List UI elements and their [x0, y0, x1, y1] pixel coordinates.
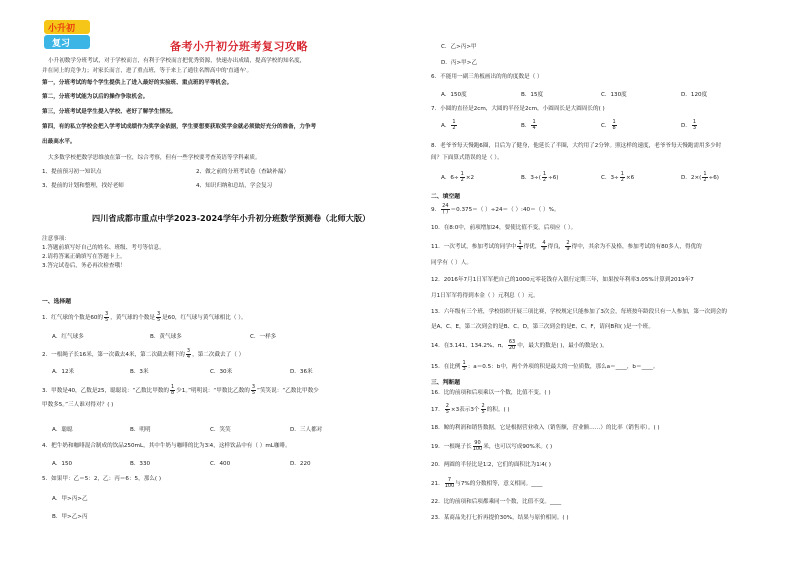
q4-option-c: C．400	[210, 461, 231, 467]
question-12-line-2: 月1日军军将得到本金（ ）元利息（ ）元。	[431, 293, 539, 299]
brand-logo	[42, 16, 92, 52]
q6-option-d: D．120度	[681, 92, 708, 98]
q2-option-d: D．36米	[290, 369, 313, 375]
question-20: 20．两圆的半径比是1∶2，它们的面积比为1∶4( )	[431, 462, 551, 468]
exam-title: 四川省成都市重点中学2023-2024学年小升初分班数学预测卷（北师大版）	[92, 213, 371, 223]
q6-option-b: B．15度	[521, 92, 544, 98]
q7-option-a: A． $\frac{1}{2}$	[441, 119, 456, 131]
logo-text-2: 复习	[52, 39, 71, 49]
section-fill: 二、填空题	[431, 194, 460, 200]
intro-line-1: 小升初数学分班考试，对于学校而言，有利于学校而言把优秀资源，快速办出成绩，提高学校的知名度，	[48, 58, 306, 64]
q8-option-c: C．3÷ $\frac{1}{2}$ ×6	[601, 171, 635, 183]
notice-1: 1.答题前填写好自己的姓名、班级、考号等信息。	[42, 245, 165, 251]
q3-option-a: A．聪聪	[52, 427, 73, 433]
reason-2: 第二，分班考试能为以后的操作争取机会。	[42, 94, 149, 100]
q3-option-d: D．三人都对	[290, 427, 323, 433]
question-12-line-1: 12．2016年7月1日军军把自己的1000元零花钱存入银行定期三年，如果按年利率3.05%计算到2019年7	[431, 277, 694, 283]
q5-option-c: C．乙>丙>甲	[441, 44, 477, 50]
q8-option-d: D．2×( $\frac{1}{2}$ ÷6)	[681, 171, 719, 183]
reason-1: 第一，分班考试的每个学生提供上了进入最好的实验班、重点班的平等机会。	[42, 80, 233, 86]
q6-option-a: A．150度	[441, 92, 467, 98]
question-5: 5．如果甲：乙＝5：2，乙：丙＝6：5，那么( )	[42, 476, 162, 482]
tip-4: 4、知识归纳和总结，学会复习	[196, 183, 273, 189]
q2-option-a: A．12米	[52, 369, 75, 375]
question-22: 22．比的前项和后项都乘同一个数，比值不变。____	[431, 499, 562, 505]
section-choice: 一、选择题	[42, 299, 71, 305]
q3-option-b: B．明明	[130, 427, 151, 433]
reason-3: 第三，分班考试是学生提入学校、老好了解学生情况。	[42, 109, 177, 115]
question-4: 4．把牛奶和咖啡混合制成的饮品250mL，其中牛奶与咖啡的比为3∶4，这样饮品中有（ ）mL咖啡。	[42, 443, 291, 449]
question-16: 16．比的前项和后项乘以一个数，比值不变。( )	[431, 390, 551, 396]
question-17: 17． $\frac{2}{5}$ ×3表示3个 $\frac{2}{5}$ 的积。( )	[431, 403, 510, 415]
q4-option-d: D．220	[290, 461, 311, 467]
question-15: 15．在比例 $\frac{1}{3}$ ：a＝0.5：b中，两个外项的积是最大的一位质数，那么a＝____，b＝____。	[431, 360, 659, 372]
q8-option-a: A．6÷ $\frac{1}{2}$ ×2	[441, 171, 475, 183]
reason-4-cont: 出最高水平。	[42, 139, 76, 145]
question-11-line-2: 同学有（ ）人。	[431, 260, 472, 266]
tip-2: 2、做之前的分班考试卷（查缺补漏）	[196, 169, 290, 175]
q1-option-a: A．红气球多	[52, 334, 84, 340]
q7-option-c: C． $\frac{1}{8}$	[601, 119, 616, 131]
notice-2: 2.请将答案正确填写在答题卡上。	[42, 254, 126, 260]
intro-line-2: 并在同上的竞争力；对家长而言，进了重点班，等于来上了通往名牌高中的'直通车'。	[42, 68, 253, 74]
question-2: 2．一根绳子长16米，第一次截去4米，第二次截去剩下的 $\frac{3}{4}$ ，第二次截去了（ ）	[42, 348, 245, 360]
q5-option-a: A．甲>丙>乙	[52, 496, 88, 502]
question-18: 18．鲸的利润和销售数据，它是根据营业收入（销售额，营业额……）的比率（销售率）。( )	[431, 425, 660, 431]
q5-option-b: B．甲>乙>丙	[52, 514, 88, 520]
question-13-line-1: 13．六年级有三个班，学校组织开展三项比赛，学校规定只能参加了3次会，每班按年龄段只有一人参加，第一次到会的	[431, 309, 727, 315]
advice-lead: 大多数学校把数学思维放在第一位，综合考察，但有一些学校要考查英语等学科素质。	[48, 155, 261, 161]
question-7: 7．小圆的直径是2cm，大圆的半径是2cm，小圆周长是大圆周长的( )	[431, 106, 605, 112]
q2-option-c: C．30米	[210, 369, 233, 375]
question-3-cont: 甲数多5。”三人谁对得对？( )	[42, 402, 114, 408]
question-8-line-2: 间？下面算式错误的是（ ）。	[431, 155, 503, 161]
q7-option-d: D． $\frac{1}{3}$	[681, 119, 697, 131]
tip-1: 1、提前预习初一知识点	[42, 169, 102, 175]
question-6: 6．不能用一副三角板画出的角的度数是（ ）	[431, 74, 543, 80]
q4-option-b: B．330	[130, 461, 151, 467]
logo-text-1: 小升初	[48, 24, 76, 34]
page-title: 备考小升初分班考复习攻略	[170, 40, 308, 53]
notice-title: 注意事项：	[42, 236, 70, 242]
question-3: 3．甲数是40，乙数是25，聪聪说：“乙数比甲数的 $\frac{1}{8}$ 少1。”明明说：“甲数比乙数的 $\frac{3}{5}$ ”笑笑说：“乙数比甲数少	[42, 384, 319, 396]
question-13-line-2: 是A、C、E，第二次到会的是B、C、D，第三次到会的是E、C、F，请问B和( )是一个班。	[431, 324, 654, 330]
question-23: 23．某商品先打七折再提价30%，结果与原价相同。( )	[431, 515, 569, 521]
reason-4: 第四，有的私立学校会把入学考试成绩作为奖学金依据，学生要想要获取奖学金就必须做好充分的准备，力争考	[42, 124, 317, 130]
notice-3: 3.答完试卷后，务必再次检查哦！	[42, 263, 126, 269]
q5-option-d: D．丙>甲>乙	[441, 60, 478, 66]
section-judge: 三、判断题	[431, 380, 460, 386]
q1-option-b: B．黄气球多	[150, 334, 182, 340]
q6-option-c: C．130度	[601, 92, 627, 98]
q4-option-a: A．150	[52, 461, 73, 467]
question-14: 14．在3.141、134.2%、π、 $\frac{63}{20}$ 中，最大的数是( )，最小的数是( )。	[431, 339, 608, 351]
question-19: 19．一根绳子长 $\frac{90}{100}$ 米，也可以写成90%米。( )	[431, 440, 553, 452]
q1-option-c: C．一样多	[250, 334, 277, 340]
question-9: 9． $\frac{24}{( )}$ ＝0.375＝（ ）÷24＝（ ）:40＝（ ）%。	[431, 203, 560, 215]
q2-option-b: B．3米	[130, 369, 149, 375]
right-page	[397, 0, 794, 562]
question-8-line-1: 8．老爷爷每天慢跑6圈，目后为了健身，他延长了半圈，大约用了2分钟。照这样的速度，老爷爷每天慢跑需用多少时	[431, 143, 722, 149]
q3-option-c: C．笑笑	[210, 427, 231, 433]
question-10: 10．在8:0中，前项增加24，要使比值不变，后项应（ ）。	[431, 225, 577, 231]
q7-option-b: B． $\frac{1}{4}$	[521, 119, 536, 131]
tip-3: 3、提前的计划和整理，找好老师	[42, 183, 124, 189]
question-11-line-1: 11．一次考试，参加考试的同学中 $\frac{1}{4}$ 得优， $\frac{4}{9}$ 得良， $\frac{2}{9}$ 得中，其余为不及格，参加考试的有80多人，得优的	[431, 240, 702, 252]
question-21: 21． $\frac{7}{100}$ 与7%的分数相等，意义相同。____	[431, 477, 543, 489]
question-1: 1．红气球的个数是60的 $\frac{3}{5}$ ，黄气球的个数是 $\frac{3}{5}$ 是60，红气球与黄气球相比（ ）。	[42, 311, 247, 323]
q8-option-b: B．3÷( $\frac{1}{2}$ ÷6)	[521, 171, 559, 183]
